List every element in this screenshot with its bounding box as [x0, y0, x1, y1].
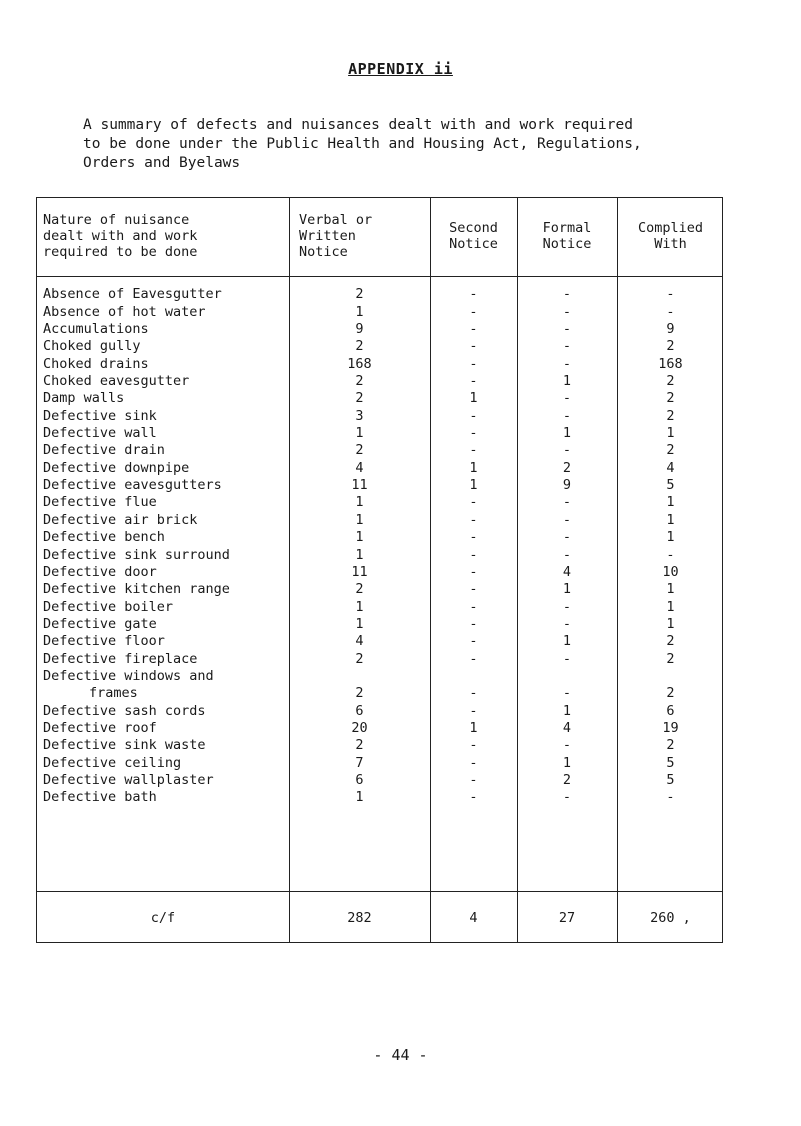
row-verbal: 1	[355, 425, 364, 442]
row-second: -	[469, 286, 478, 303]
row-second: -	[469, 373, 478, 390]
row-formal: -	[562, 546, 572, 563]
row-verbal: 6	[355, 702, 364, 719]
row-second: 1	[469, 390, 478, 407]
row-nature	[43, 789, 157, 806]
row-nature	[43, 390, 124, 407]
table-row	[37, 321, 722, 338]
row-complied: 2	[666, 390, 675, 407]
row-complied: -	[666, 546, 675, 563]
row-formal: 2	[562, 459, 572, 476]
header-complied	[617, 220, 724, 252]
row-nature	[43, 564, 157, 581]
totals-divider	[37, 891, 722, 892]
intro-line-1: A summary of defects and nuisances dealt with and work required	[83, 117, 633, 133]
row-nature-text: Choked gully	[43, 338, 141, 355]
table-row	[37, 720, 722, 737]
row-complied: 2	[666, 685, 675, 702]
table-row	[37, 373, 722, 390]
row-complied: 1	[666, 494, 675, 511]
row-nature	[43, 338, 141, 355]
intro-line-3: Orders and Byelaws	[83, 155, 241, 171]
page-number: - 44 -	[373, 1046, 428, 1064]
row-verbal: 2	[355, 650, 364, 667]
header-nature	[43, 212, 197, 260]
row-formal: -	[562, 511, 572, 528]
row-nature	[43, 581, 230, 598]
header-second-line: Second	[449, 220, 498, 236]
row-verbal: 2	[355, 373, 364, 390]
row-second: -	[469, 702, 478, 719]
row-nature	[43, 304, 206, 321]
row-formal: -	[562, 286, 572, 303]
row-nature-text: Defective sink surround	[43, 546, 230, 563]
row-complied: 1	[666, 598, 675, 615]
row-complied: -	[666, 303, 675, 320]
row-formal: 1	[562, 425, 572, 442]
row-nature	[43, 755, 181, 772]
row-formal: 4	[562, 563, 572, 580]
row-nature	[43, 599, 173, 616]
row-verbal: 2	[355, 737, 364, 754]
row-verbal: 1	[355, 546, 364, 563]
row-nature-text: Defective door	[43, 563, 157, 580]
row-second: -	[469, 615, 478, 632]
row-nature	[43, 494, 157, 511]
totals-formal: 27	[558, 910, 576, 926]
row-verbal: 168	[347, 355, 372, 372]
row-second: 1	[469, 459, 478, 476]
row-nature-text: Defective gate	[43, 615, 157, 632]
row-verbal: 2	[355, 581, 364, 598]
row-nature	[43, 460, 189, 477]
row-complied: 6	[666, 702, 675, 719]
row-second: -	[469, 789, 478, 806]
row-verbal: 4	[355, 633, 364, 650]
header-formal-line: Notice	[542, 236, 592, 252]
table-row	[37, 789, 722, 806]
row-second: -	[469, 737, 478, 754]
row-nature-text: Defective eavesgutters	[43, 477, 222, 494]
table-row	[37, 598, 722, 615]
header-nature-line: dealt with and work	[43, 228, 198, 244]
row-complied: -	[666, 286, 675, 303]
row-nature	[43, 408, 157, 425]
row-second: -	[469, 321, 478, 338]
row-nature-text: Damp walls	[43, 390, 125, 407]
table-row	[37, 633, 722, 650]
row-nature	[43, 633, 165, 650]
table-row	[37, 564, 722, 581]
table-row	[37, 407, 722, 424]
table-row	[37, 754, 722, 771]
header-verbal	[299, 212, 372, 260]
row-formal: -	[562, 355, 572, 372]
row-nature-text-cont: frames	[89, 685, 138, 702]
row-nature	[43, 720, 157, 737]
row-nature	[43, 356, 149, 373]
row-nature-text: Choked eavesgutter	[43, 373, 190, 390]
row-verbal: 9	[355, 321, 364, 338]
row-formal: -	[562, 737, 572, 754]
table-body	[37, 286, 722, 806]
row-formal: -	[562, 407, 572, 424]
row-nature-text: Defective sash cords	[43, 702, 206, 719]
table-row	[37, 702, 722, 719]
row-second: -	[469, 581, 478, 598]
row-second: -	[469, 442, 478, 459]
table-row	[37, 494, 722, 511]
row-formal: -	[562, 650, 572, 667]
row-formal: -	[562, 685, 572, 702]
row-complied: 2	[666, 407, 675, 424]
row-complied: 2	[666, 338, 675, 355]
row-complied: 1	[666, 615, 675, 632]
row-second: -	[469, 685, 478, 702]
row-complied: 10	[662, 563, 679, 580]
row-formal: -	[562, 321, 572, 338]
row-nature	[43, 477, 222, 494]
totals-row	[37, 903, 722, 933]
totals-verbal: 282	[347, 910, 372, 926]
row-complied: 5	[666, 477, 675, 494]
row-nature-text: Defective wallplaster	[43, 771, 214, 788]
row-complied: 9	[666, 321, 675, 338]
intro-line-2: to be done under the Public Health and Housing Act, Regulations,	[83, 136, 642, 152]
row-complied: 1	[666, 425, 675, 442]
table-row	[37, 425, 722, 442]
header-formal-line: Formal	[542, 220, 592, 236]
row-nature-text: Defective boiler	[43, 598, 174, 615]
row-formal: 2	[562, 771, 572, 788]
row-nature-text: Defective sink	[43, 407, 157, 424]
table-row	[37, 286, 722, 303]
row-complied: 2	[666, 633, 675, 650]
row-second: -	[469, 494, 478, 511]
row-second: -	[469, 338, 478, 355]
header-verbal-line: Notice	[299, 244, 348, 260]
row-formal: 4	[562, 719, 572, 736]
row-complied: 2	[666, 373, 675, 390]
row-nature-text: Defective floor	[43, 633, 165, 650]
row-nature-text: Absence of Eavesgutter	[43, 286, 222, 303]
totals-second: 4	[469, 910, 478, 926]
row-second: -	[469, 598, 478, 615]
row-verbal: 1	[355, 303, 364, 320]
row-nature-text: Absence of hot water	[43, 303, 206, 320]
header-verbal-line: Written	[299, 228, 356, 244]
row-nature	[43, 703, 206, 720]
row-second: 1	[469, 719, 478, 736]
row-nature-text: Defective windows and	[43, 668, 214, 685]
defects-table	[36, 197, 723, 943]
row-nature	[43, 616, 157, 633]
totals-label: c/f	[150, 910, 176, 926]
row-formal: -	[562, 442, 572, 459]
row-verbal: 3	[355, 407, 364, 424]
row-complied: 168	[658, 355, 683, 372]
row-second: -	[469, 771, 478, 788]
row-verbal: 1	[355, 529, 364, 546]
row-complied: 5	[666, 771, 675, 788]
appendix-heading: APPENDIX ii	[348, 60, 453, 78]
row-second: -	[469, 563, 478, 580]
table-row	[37, 338, 722, 355]
table-row	[37, 303, 722, 320]
row-nature	[43, 772, 214, 789]
table-row	[37, 546, 722, 563]
row-complied: 1	[666, 581, 675, 598]
row-second: -	[469, 425, 478, 442]
row-complied: 1	[666, 511, 675, 528]
row-second: -	[469, 355, 478, 372]
row-nature-text: Defective bench	[43, 529, 165, 546]
row-verbal: 11	[351, 477, 368, 494]
table-row	[37, 616, 722, 633]
row-complied: 19	[662, 719, 679, 736]
table-row	[37, 355, 722, 372]
table-row	[37, 772, 722, 789]
row-formal: -	[562, 390, 572, 407]
row-second: -	[469, 303, 478, 320]
row-complied: 1	[666, 529, 675, 546]
row-verbal: 4	[355, 459, 364, 476]
header-complied-line: With	[654, 236, 687, 252]
row-formal: 1	[562, 633, 572, 650]
table-row	[37, 581, 722, 598]
row-complied: 2	[666, 442, 675, 459]
row-nature-text: Defective ceiling	[43, 754, 182, 771]
row-verbal: 6	[355, 771, 364, 788]
row-nature-text: Defective kitchen range	[43, 581, 230, 598]
row-formal: -	[562, 494, 572, 511]
row-formal: 1	[562, 754, 572, 771]
row-verbal: 1	[355, 598, 364, 615]
row-second: -	[469, 650, 478, 667]
header-nature-line: Nature of nuisance	[43, 212, 190, 228]
row-nature	[43, 529, 165, 546]
row-formal: 9	[562, 477, 572, 494]
header-verbal-line: Verbal or	[299, 212, 373, 228]
row-verbal: 1	[355, 494, 364, 511]
row-nature	[43, 737, 206, 754]
row-formal: 1	[562, 702, 572, 719]
row-complied: 5	[666, 754, 675, 771]
row-second: -	[469, 546, 478, 563]
row-verbal: 2	[355, 442, 364, 459]
totals-complied: 260 ,	[650, 910, 691, 926]
row-formal: 1	[562, 581, 572, 598]
header-complied-line: Complied	[637, 220, 704, 236]
row-nature-text: Defective fireplace	[43, 650, 198, 667]
row-complied: 2	[666, 650, 675, 667]
row-complied: 2	[666, 737, 675, 754]
row-nature	[43, 547, 230, 564]
row-verbal: 7	[355, 754, 364, 771]
row-nature	[43, 442, 165, 459]
row-second: -	[469, 511, 478, 528]
row-nature-text: Defective wall	[43, 425, 157, 442]
header-second	[430, 220, 517, 252]
row-formal: -	[562, 529, 572, 546]
header-nature-line: required to be done	[43, 244, 198, 260]
row-formal: -	[562, 615, 572, 632]
row-nature	[43, 512, 197, 529]
row-nature	[43, 373, 189, 390]
row-verbal: 1	[355, 511, 364, 528]
table-row	[37, 459, 722, 476]
row-second: -	[469, 754, 478, 771]
row-verbal: 20	[351, 719, 368, 736]
row-nature	[43, 286, 222, 303]
row-verbal: 11	[351, 563, 368, 580]
row-formal: -	[562, 303, 572, 320]
row-verbal: 1	[355, 615, 364, 632]
table-row	[37, 668, 722, 703]
table-row	[37, 737, 722, 754]
row-nature-text: Defective air brick	[43, 511, 198, 528]
row-nature-text: Defective downpipe	[43, 459, 190, 476]
row-nature	[43, 651, 197, 668]
row-nature-text: Defective flue	[43, 494, 157, 511]
row-verbal: 2	[355, 286, 364, 303]
header-formal	[517, 220, 617, 252]
row-second: -	[469, 407, 478, 424]
row-verbal: 2	[355, 338, 364, 355]
row-formal: -	[562, 598, 572, 615]
row-nature	[43, 668, 214, 702]
row-nature-text: Accumulations	[43, 321, 149, 338]
intro-paragraph	[83, 116, 723, 173]
table-row	[37, 650, 722, 667]
row-verbal: 1	[355, 789, 364, 806]
table-row	[37, 390, 722, 407]
row-formal: 1	[562, 373, 572, 390]
row-second: 1	[469, 477, 478, 494]
table-row	[37, 442, 722, 459]
row-complied: -	[666, 789, 675, 806]
table-row	[37, 511, 722, 528]
header-divider	[37, 276, 722, 277]
row-nature-text: Defective sink waste	[43, 737, 206, 754]
row-formal: -	[562, 338, 572, 355]
row-nature	[43, 321, 149, 338]
header-second-line: Notice	[449, 236, 498, 252]
row-nature-text: Defective bath	[43, 789, 157, 806]
row-verbal: 2	[355, 390, 364, 407]
row-nature-text: Defective drain	[43, 442, 165, 459]
row-verbal: 2	[355, 685, 364, 702]
row-second: -	[469, 633, 478, 650]
row-complied: 4	[666, 459, 675, 476]
table-row	[37, 529, 722, 546]
table-row	[37, 477, 722, 494]
row-nature-text: Choked drains	[43, 355, 149, 372]
row-second: -	[469, 529, 478, 546]
row-nature	[43, 425, 157, 442]
row-nature-text: Defective roof	[43, 719, 157, 736]
row-formal: -	[562, 789, 572, 806]
